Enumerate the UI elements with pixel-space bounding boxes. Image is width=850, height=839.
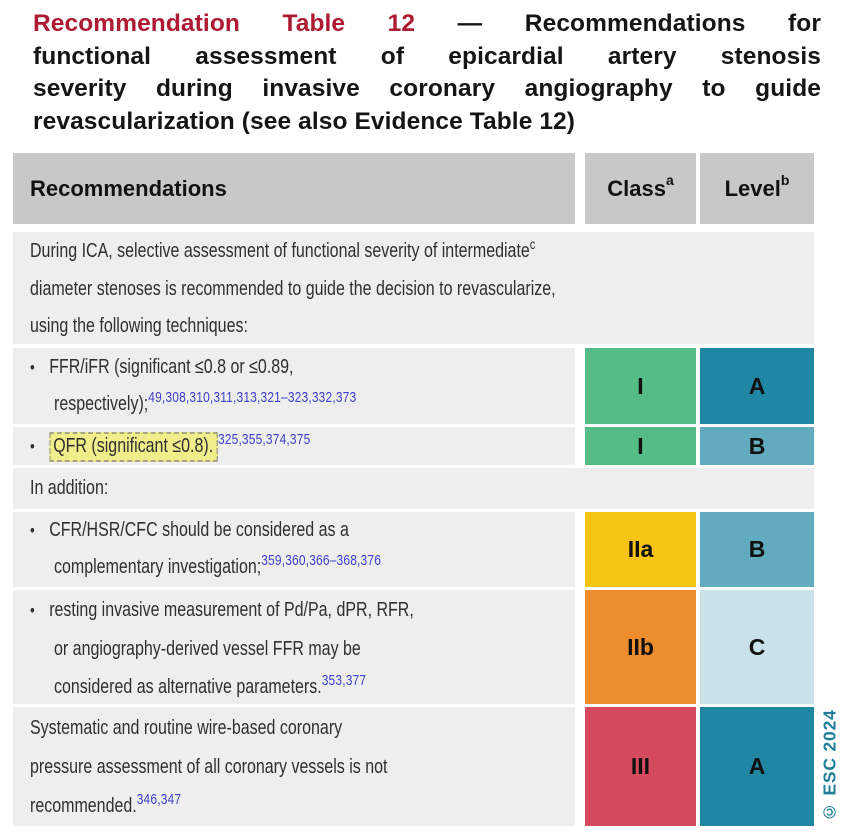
- cfr-line-1: • CFR/HSR/CFC should be considered as a: [30, 512, 466, 549]
- table-row-qfr: [13, 427, 814, 465]
- in-addition-line: In addition:: [30, 477, 109, 499]
- ffr-line-1: • FFR/iFR (significant ≤0.8 or ≤0.89,: [30, 349, 466, 386]
- column-gap: [575, 153, 585, 224]
- header-level: [700, 153, 814, 224]
- header-class-footnote-marker: a: [665, 171, 674, 188]
- intro-line-2: diameter stenoses is recommended to guide the decision to revascularize,: [30, 278, 556, 300]
- table-row-systematic: [13, 707, 814, 826]
- header-class: [585, 153, 696, 224]
- caption-line-1: [33, 8, 821, 41]
- reference-citations[interactable]: 359,360,366–368,376: [261, 552, 382, 569]
- table-header-row: [13, 153, 814, 224]
- qfr-text-cell: [13, 427, 575, 465]
- systematic-line-3: recommended.$^{346,347}$: [30, 791, 182, 817]
- systematic-line-1: Systematic and routine wire-based coronary: [30, 717, 343, 739]
- reference-citations[interactable]: 49,308,310,311,313,321–323,332,373: [148, 389, 357, 406]
- intro-line-3: using the following techniques:: [30, 315, 248, 337]
- column-gap: [575, 348, 585, 424]
- class-cell-systematic: III: [585, 707, 696, 826]
- table-row-cfr: [13, 512, 814, 587]
- bullet-icon: •: [30, 358, 35, 377]
- level-cell-cfr: B: [700, 512, 814, 587]
- resting-line-2: or angiography-derived vessel FFR may be: [54, 638, 361, 660]
- header-recommendations: [13, 153, 575, 224]
- reference-citations[interactable]: 346,347: [136, 791, 182, 808]
- column-gap: [575, 427, 585, 465]
- level-cell-systematic: A: [700, 707, 814, 826]
- bullet-icon: •: [30, 437, 35, 456]
- table-row-ffr-ifr: [13, 348, 814, 424]
- systematic-line-2: pressure assessment of all coronary vessels is not: [30, 756, 388, 778]
- esc-copyright: © ESC 2024: [819, 709, 840, 823]
- column-gap: [575, 512, 585, 587]
- search-highlight: QFR (significant ≤0.8).: [49, 432, 218, 462]
- header-level-footnote-marker: b: [780, 171, 790, 188]
- ffr-text-cell: [13, 348, 575, 424]
- table-row-intro: [13, 232, 814, 344]
- table-row-in-addition: [13, 468, 814, 509]
- caption-line-2: functional assessment of epicardial artery stenosis: [33, 42, 821, 70]
- class-cell-cfr: IIa: [585, 512, 696, 587]
- intro-line-1: During ICA, selective assessment of functional severity of intermediate$^c$: [30, 236, 536, 262]
- systematic-text-cell: [13, 707, 575, 826]
- level-cell-resting: C: [700, 590, 814, 704]
- resting-line-3: considered as alternative parameters.$^{353,377}$: [54, 672, 367, 698]
- cfr-line-2: complementary investigation;$^{359,360,366-368,376}$: [54, 552, 382, 578]
- intro-text-cell: [13, 232, 814, 344]
- bullet-icon: •: [30, 601, 35, 620]
- level-cell-qfr: B: [700, 427, 814, 465]
- level-cell-ffr: A: [700, 348, 814, 424]
- resting-text-cell: [13, 590, 575, 704]
- in-addition-text-cell: [13, 468, 814, 509]
- table-row-resting-indices: [13, 590, 814, 704]
- cfr-text-cell: [13, 512, 575, 587]
- caption-line-4: revascularization (see also Evidence Table 12): [33, 107, 576, 135]
- column-gap: [575, 707, 585, 826]
- qfr-line-1: [30, 427, 466, 465]
- recommendation-table: [13, 153, 814, 826]
- reference-citations[interactable]: 353,377: [321, 672, 367, 689]
- header-level-label: Level: [724, 175, 781, 201]
- header-recommendations-label: Recommendations: [30, 175, 227, 201]
- footnote-marker-c: c: [529, 236, 536, 252]
- table-caption: [33, 8, 821, 138]
- ffr-line-2: respectively);$^{49,308,310,311,313,321-323,332,373}$: [54, 389, 357, 415]
- class-cell-qfr: I: [585, 427, 696, 465]
- column-gap: [575, 590, 585, 704]
- caption-line-3: severity during invasive coronary angiography to guide: [33, 75, 821, 102]
- class-cell-resting: IIb: [585, 590, 696, 704]
- class-cell-ffr: I: [585, 348, 696, 424]
- resting-line-1: • resting invasive measurement of Pd/Pa, dPR, RFR,: [30, 591, 466, 630]
- reference-citations[interactable]: 325,355,374,375: [217, 431, 311, 448]
- bullet-icon: •: [30, 521, 35, 540]
- caption-line-1-rest: — Recommendations for: [457, 10, 821, 37]
- header-class-label: Class: [607, 175, 666, 201]
- caption-table-number: Recommendation Table 12: [33, 10, 416, 37]
